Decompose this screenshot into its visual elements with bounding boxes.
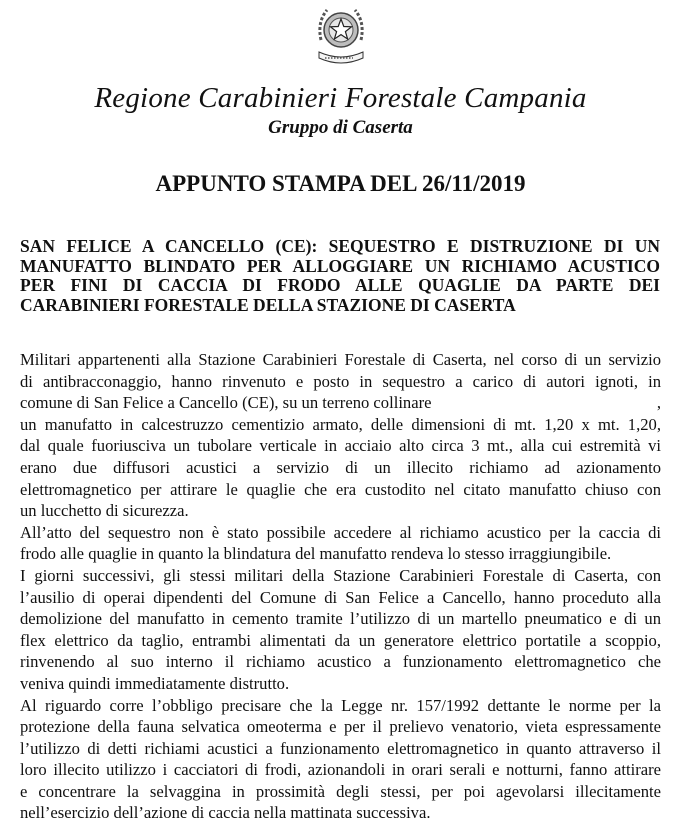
paragraph-line: di antibracconaggio, hanno rinvenuto e posto in sequestro a carico di autori ignoti, in — [20, 371, 661, 393]
paragraph-line-text: comune di San Felice a Cancello (CE), su un terreno collinare — [20, 393, 431, 412]
paragraph-line: Militari appartenenti alla Stazione Carabinieri Forestale di Caserta, nel corso di un servizio — [20, 349, 661, 371]
paragraph-line: All’atto del sequestro non è stato possibile accedere al richiamo acustico per la caccia di — [20, 522, 661, 544]
paragraph-line: un lucchetto di sicurezza. — [20, 500, 661, 522]
organization-name: Regione Carabinieri Forestale Campania — [0, 80, 681, 116]
paragraph-line: elettromagnetico per attirare le quaglie che era custodito nel citato manufatto chiuso con — [20, 479, 661, 501]
trailing-comma: , — [657, 392, 661, 414]
paragraph-line: dal quale fuoriusciva un tubolare verticale in acciaio alto circa 3 mt., alla cui estremità vi — [20, 435, 661, 457]
paragraph-line: l’ausilio di operai dipendenti del Comune di San Felice a Cancello, hanno proceduto alla — [20, 587, 661, 609]
headline-line: MANUFATTO BLINDATO PER ALLOGGIARE UN RICHIAMO ACUSTICO — [20, 257, 660, 277]
paragraph-line: frodo alle quaglie in quanto la blindatura del manufatto rendeva lo stesso irraggiungibile. — [20, 543, 661, 565]
paragraph — [20, 349, 661, 522]
group-name: Gruppo di Caserta — [0, 116, 681, 140]
paragraph-line: e concentrare la selvaggina in prossimità degli stessi, per poi agevolarsi illecitamente — [20, 781, 661, 803]
paragraph-line: Al riguardo corre l’obbligo precisare che la Legge nr. 157/1992 dettante le norme per la — [20, 695, 661, 717]
paragraph-line: erano due diffusori acustici a servizio di un illecito richiamo ad azionamento — [20, 457, 661, 479]
paragraph-line: un manufatto in calcestruzzo cementizio armato, delle dimensioni di mt. 1,20 x mt. 1,20, — [20, 414, 661, 436]
paragraph-line: flex elettrico da taglio, entrambi alimentati da un generatore elettrico portatile a scoppio, — [20, 630, 661, 652]
paragraph-line: I giorni successivi, gli stessi militari della Stazione Carabinieri Forestale di Caserta, con — [20, 565, 661, 587]
paragraph-line: demolizione del manufatto in cemento tramite l’utilizzo di un martello pneumatico e di un — [20, 608, 661, 630]
paragraph — [20, 565, 661, 695]
body-text — [20, 349, 661, 824]
headline-line: SAN FELICE A CANCELLO (CE): SEQUESTRO E DISTRUZIONE DI UN — [20, 237, 660, 257]
paragraph-line: protezione della fauna selvatica omeoterma e per il prelievo venatorio, vieta espressamente — [20, 716, 661, 738]
headline — [20, 237, 660, 315]
headline-line: PER FINI DI CACCIA DI FRODO ALLE QUAGLIE DA PARTE DEI — [20, 276, 660, 296]
paragraph-line: veniva quindi immediatamente distrutto. — [20, 673, 661, 695]
repubblica-italiana-emblem-icon — [313, 0, 369, 72]
paragraph-line — [20, 392, 661, 414]
paragraph-line: rinvenendo al suo interno il richiamo acustico a funzionamento elettromagnetico che — [20, 651, 661, 673]
document-title: APPUNTO STAMPA DEL 26/11/2019 — [0, 170, 681, 198]
paragraph — [20, 522, 661, 565]
paragraph-line: loro illecito utilizzo i cacciatori di frodi, azionandoli in orari serali e notturni, fanno attirare — [20, 759, 661, 781]
headline-line: CARABINIERI FORESTALE DELLA STAZIONE DI CASERTA — [20, 296, 660, 316]
paragraph-line: nell’esercizio dell’azione di caccia nella mattinata successiva. — [20, 802, 661, 824]
paragraph-line: l’utilizzo di detti richiami acustici a funzionamento elettromagnetico in quanto attraverso il — [20, 738, 661, 760]
paragraph — [20, 695, 661, 824]
